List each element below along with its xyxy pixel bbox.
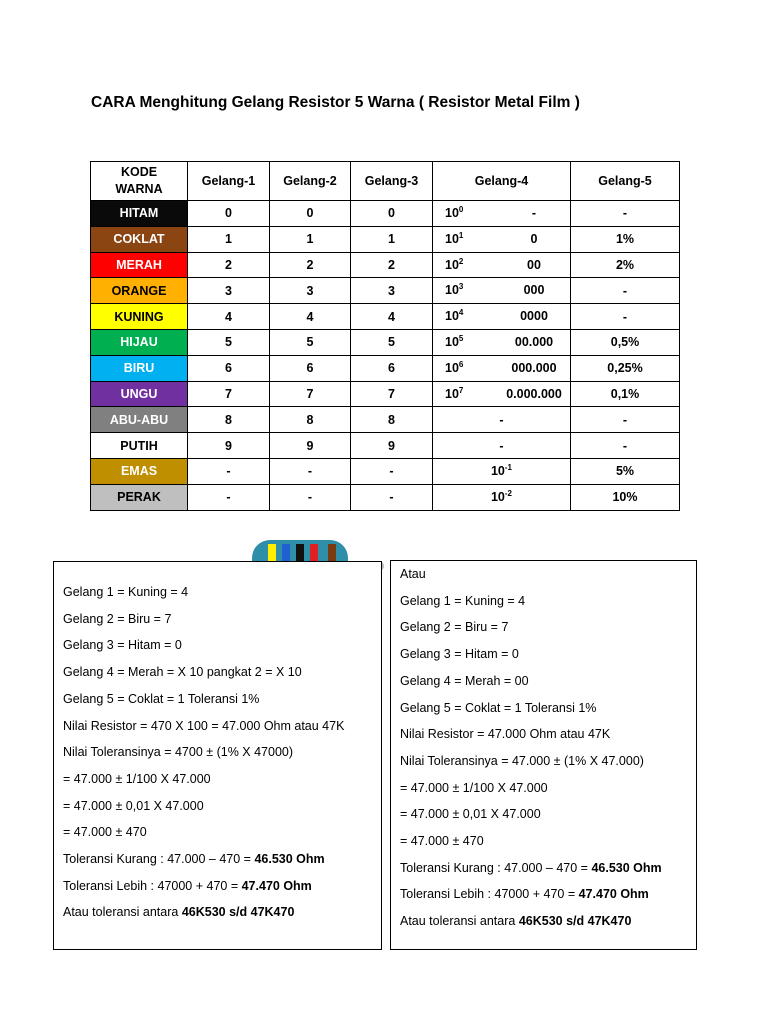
gelang-value-cell: 1	[351, 226, 433, 252]
gelang-value-cell: 6	[188, 355, 270, 381]
gelang-value-cell: 8	[188, 407, 270, 433]
calc-result: 47.470 Ohm	[578, 887, 649, 902]
multiplier-zeros: 0000	[520, 309, 548, 324]
gelang-value-cell: 1	[270, 226, 351, 252]
color-name-cell: PUTIH	[91, 433, 188, 459]
right-calculation-box	[390, 560, 697, 950]
calc-line: Toleransi Lebih : 47000 + 470 = 47.470 Ohm	[63, 878, 312, 893]
multiplier-power: $10^0$	[445, 205, 464, 220]
gelang-value-cell: -	[188, 484, 270, 510]
gelang-value-cell: 4	[188, 304, 270, 330]
tolerance-cell: 0,25%	[571, 355, 680, 381]
gelang-value-cell: 3	[188, 278, 270, 304]
gelang-value-cell: 2	[351, 252, 433, 278]
multiplier-cell	[433, 355, 571, 381]
multiplier-cell	[433, 226, 571, 252]
color-name-cell: PERAK	[91, 484, 188, 510]
color-name-cell: EMAS	[91, 458, 188, 484]
tolerance-cell: 5%	[571, 458, 680, 484]
tolerance-cell: -	[571, 407, 680, 433]
table-row	[91, 407, 680, 433]
table-row	[91, 329, 680, 355]
table-row	[91, 201, 680, 227]
gelang-value-cell: 3	[351, 278, 433, 304]
calc-line: Toleransi Lebih : 47000 + 470 = 47.470 Ohm	[400, 887, 649, 902]
calc-line: Nilai Resistor = 47.000 Ohm atau 47K	[400, 727, 611, 742]
multiplier-power: $10^1$	[445, 230, 464, 246]
calc-line: = 47.000 ± 1/100 X 47.000	[63, 771, 211, 786]
calc-line: Gelang 5 = Coklat = 1 Toleransi 1%	[400, 700, 597, 715]
calc-line: Nilai Resistor = 470 X 100 = 47.000 Ohm atau 47K	[63, 718, 345, 733]
gelang-value-cell: 0	[188, 201, 270, 227]
calc-line: = 47.000 ± 470	[400, 834, 484, 848]
calc-line: Atau toleransi antara 46K530 s/d 47K470	[400, 914, 632, 929]
calc-line: Gelang 1 = Kuning = 4	[63, 585, 189, 599]
tolerance-cell: -	[571, 201, 680, 227]
header-gelang-5: Gelang-5	[571, 162, 680, 201]
header-gelang-2: Gelang-2	[270, 162, 351, 201]
gelang-value-cell: 9	[270, 433, 351, 459]
gelang-value-cell: 5	[270, 329, 351, 355]
calc-line: = 47.000 ± 470	[63, 825, 147, 840]
multiplier-zeros: 000.000	[511, 360, 557, 375]
table-row	[91, 484, 680, 510]
gelang-value-cell: 8	[270, 407, 351, 433]
header-kode-warna: KODE WARNA	[91, 162, 188, 201]
calc-line: Toleransi Kurang : 47.000 – 470 = 46.530 Ohm	[400, 860, 662, 875]
gelang-value-cell: 3	[270, 278, 351, 304]
table-row	[91, 381, 680, 407]
multiplier-power: $10^2$	[445, 256, 464, 272]
color-name-cell: COKLAT	[91, 226, 188, 252]
gelang-value-cell: -	[351, 484, 433, 510]
table-row	[91, 458, 680, 484]
table-row	[91, 433, 680, 459]
color-name-cell: ORANGE	[91, 278, 188, 304]
multiplier-zeros: 0.000.000	[506, 386, 562, 401]
calc-line: Atau	[400, 567, 426, 581]
page-title: CARA Menghitung Gelang Resistor 5 Warna ( Resistor Metal Film )	[91, 94, 580, 111]
gelang-value-cell: 0	[351, 201, 433, 227]
gelang-value-cell: 4	[351, 304, 433, 330]
tolerance-cell: 1%	[571, 226, 680, 252]
multiplier-cell	[433, 278, 571, 304]
table-row	[91, 355, 680, 381]
calc-line: Gelang 4 = Merah = 00	[400, 673, 529, 688]
multiplier-power: $10^6$	[445, 359, 464, 375]
gelang-value-cell: 2	[270, 252, 351, 278]
calc-line: Nilai Toleransinya = 4700 ± (1% X 47000)	[63, 745, 294, 760]
color-name-cell: BIRU	[91, 355, 188, 381]
color-name-cell: ABU-ABU	[91, 407, 188, 433]
calc-line: = 47.000 ± 1/100 X 47.000	[400, 780, 548, 795]
calc-line: Gelang 5 = Coklat = 1 Toleransi 1%	[63, 691, 260, 706]
table-row	[91, 252, 680, 278]
multiplier-cell	[433, 252, 571, 278]
calc-line: = 47.000 ± 0,01 X 47.000	[63, 798, 204, 813]
calc-line: Nilai Toleransinya = 47.000 ± (1% X 47.000)	[400, 753, 644, 768]
calc-line: Gelang 4 = Merah = X 10 pangkat 2 = X 10	[63, 665, 302, 680]
tolerance-cell: 0,1%	[571, 381, 680, 407]
multiplier-zeros: 0	[530, 231, 538, 246]
calc-line: Gelang 2 = Biru = 7	[400, 620, 509, 635]
calc-result: 46.530 Ohm	[591, 860, 662, 875]
calc-line: Atau toleransi antara 46K530 s/d 47K470	[63, 905, 295, 920]
multiplier-cell: $10^{-2}$	[433, 484, 571, 510]
gelang-value-cell: 7	[188, 381, 270, 407]
color-name-cell: UNGU	[91, 381, 188, 407]
color-name-cell: MERAH	[91, 252, 188, 278]
gelang-value-cell: 2	[188, 252, 270, 278]
multiplier-cell	[433, 329, 571, 355]
tolerance-cell: 10%	[571, 484, 680, 510]
table-row	[91, 278, 680, 304]
calc-line: Gelang 2 = Biru = 7	[63, 611, 172, 626]
multiplier-cell: -	[433, 407, 571, 433]
color-name-cell: HITAM	[91, 201, 188, 227]
gelang-value-cell: 5	[351, 329, 433, 355]
calc-result: 46.530 Ohm	[254, 852, 325, 866]
gelang-value-cell: 6	[351, 355, 433, 381]
tolerance-cell: -	[571, 433, 680, 459]
color-name-cell: HIJAU	[91, 329, 188, 355]
color-name-cell: KUNING	[91, 304, 188, 330]
gelang-value-cell: 0	[270, 201, 351, 227]
gelang-value-cell: 5	[188, 329, 270, 355]
tolerance-cell: -	[571, 304, 680, 330]
gelang-value-cell: 9	[351, 433, 433, 459]
multiplier-power: $10^7$	[445, 385, 464, 401]
gelang-value-cell: 9	[188, 433, 270, 459]
multiplier-power: $10^3$	[445, 282, 464, 298]
gelang-value-cell: 8	[351, 407, 433, 433]
multiplier-power: $10^5$	[445, 333, 464, 349]
calc-line: Toleransi Kurang : 47.000 – 470 = 46.530 Ohm	[63, 852, 325, 866]
tolerance-cell: -	[571, 278, 680, 304]
gelang-value-cell: 7	[270, 381, 351, 407]
calc-line: Gelang 1 = Kuning = 4	[400, 593, 526, 608]
multiplier-cell: -	[433, 433, 571, 459]
color-code-table	[90, 161, 680, 511]
calc-line: Gelang 3 = Hitam = 0	[400, 647, 519, 662]
gelang-value-cell: 4	[270, 304, 351, 330]
multiplier-cell	[433, 201, 571, 227]
table-header-row	[91, 162, 680, 201]
multiplier-zeros: 00	[527, 257, 541, 272]
gelang-value-cell: 1	[188, 226, 270, 252]
multiplier-cell	[433, 381, 571, 407]
tolerance-cell: 0,5%	[571, 329, 680, 355]
header-gelang-1: Gelang-1	[188, 162, 270, 201]
gelang-value-cell: -	[351, 458, 433, 484]
header-gelang-4: Gelang-4	[433, 162, 571, 201]
multiplier-cell	[433, 304, 571, 330]
multiplier-zeros: 00.000	[514, 334, 554, 349]
calc-result: 46K530 s/d 47K470	[181, 905, 295, 920]
table-row	[91, 304, 680, 330]
gelang-value-cell: -	[270, 484, 351, 510]
table-row	[91, 226, 680, 252]
multiplier-zeros: 000	[523, 283, 545, 298]
left-calculation-box	[53, 561, 382, 950]
gelang-value-cell: 6	[270, 355, 351, 381]
multiplier-zeros: -	[531, 206, 537, 220]
tolerance-cell: 2%	[571, 252, 680, 278]
calc-result: 46K530 s/d 47K470	[518, 914, 632, 929]
multiplier-cell: $10^{-1}$	[433, 458, 571, 484]
multiplier-power: $10^4$	[445, 308, 464, 324]
header-gelang-3: Gelang-3	[351, 162, 433, 201]
gelang-value-cell: -	[270, 458, 351, 484]
calc-line: = 47.000 ± 0,01 X 47.000	[400, 807, 541, 822]
calc-line: Gelang 3 = Hitam = 0	[63, 638, 182, 653]
calc-result: 47.470 Ohm	[241, 878, 312, 893]
gelang-value-cell: 7	[351, 381, 433, 407]
gelang-value-cell: -	[188, 458, 270, 484]
